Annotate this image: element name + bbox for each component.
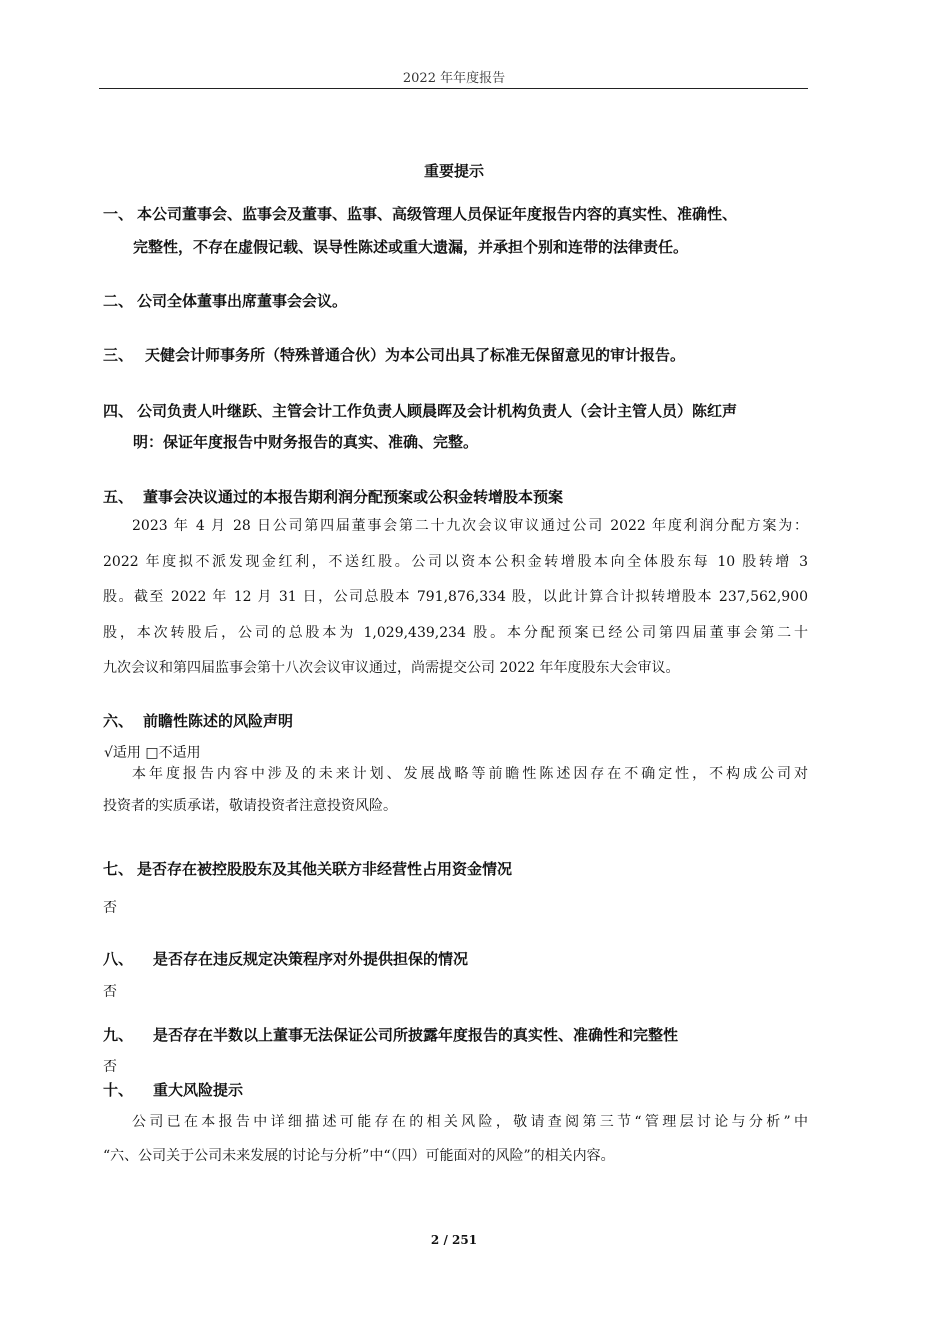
profit-distribution-paragraph bbox=[103, 509, 808, 687]
item-number: 十、 bbox=[103, 1081, 134, 1099]
notice-item-4-cont: 明：保证年度报告中财务报告的真实、准确、完整。 bbox=[133, 433, 479, 451]
item-9-answer: 否 bbox=[103, 1059, 117, 1075]
paragraph-line: 2022 年度拟不派发现金红利，不送红股。公司以资本公积金转增股本向全体股东每 10 股转增 3 bbox=[103, 553, 808, 570]
notice-item-5 bbox=[103, 482, 813, 512]
item-heading: 是否存在被控股股东及其他关联方非经营性占用资金情况 bbox=[137, 860, 513, 878]
item-text: 本公司董事会、监事会及董事、监事、高级管理人员保证年度报告内容的真实性、准确性、 bbox=[137, 205, 738, 223]
item-number: 九、 bbox=[103, 1026, 134, 1044]
item-number: 一、 bbox=[103, 205, 134, 223]
item-number: 二、 bbox=[103, 292, 134, 310]
paragraph-line: 本年度报告内容中涉及的未来计划、发展战略等前瞻性陈述因存在不确定性，不构成公司对 bbox=[132, 766, 808, 782]
paragraph-line: 2023 年 4 月 28 日公司第四届董事会第二十九次会议审议通过公司 2022 年度利润分配方案为： bbox=[132, 518, 808, 534]
item-heading: 前瞻性陈述的风险声明 bbox=[143, 712, 294, 730]
paragraph-line: 九次会议和第四届监事会第十八次会议审议通过，尚需提交公司 2022 年年度股东大会审议。 bbox=[103, 660, 680, 676]
item-number: 八、 bbox=[103, 950, 134, 968]
item-text: 公司全体董事出席董事会会议。 bbox=[137, 292, 348, 310]
item-heading: 董事会决议通过的本报告期利润分配预案或公积金转增股本预案 bbox=[143, 488, 564, 506]
paragraph-line: 公司已在本报告中详细描述可能存在的相关风险，敬请查阅第三节“管理层讨论与分析”中 bbox=[132, 1114, 808, 1130]
item-7-answer: 否 bbox=[103, 900, 117, 916]
item-heading: 是否存在半数以上董事无法保证公司所披露年度报告的真实性、准确性和完整性 bbox=[153, 1026, 679, 1044]
item-heading: 是否存在违反规定决策程序对外提供担保的情况 bbox=[153, 950, 469, 968]
item-8-answer: 否 bbox=[103, 984, 117, 1000]
notice-item-4 bbox=[103, 396, 813, 426]
paragraph-line: “六、公司关于公司未来发展的讨论与分析”中“（四）可能面对的风险”的相关内容。 bbox=[103, 1148, 615, 1164]
item-number: 四、 bbox=[103, 402, 134, 420]
item-number: 七、 bbox=[103, 860, 134, 878]
applicability-options: √适用 □不适用 bbox=[104, 745, 201, 761]
notice-item-8 bbox=[103, 944, 813, 974]
notice-item-9 bbox=[103, 1020, 813, 1050]
item-text: 天健会计师事务所（特殊普通合伙）为本公司出具了标准无保留意见的审计报告。 bbox=[145, 346, 686, 364]
item-heading: 重大风险提示 bbox=[153, 1081, 244, 1099]
page-number: 2 / 251 bbox=[430, 1233, 478, 1247]
paragraph-line: 投资者的实质承诺，敬请投资者注意投资风险。 bbox=[103, 798, 397, 814]
notice-item-1 bbox=[103, 199, 813, 229]
paragraph-line: 股，本次转股后，公司的总股本为 1,029,439,234 股。本分配预案已经公司第四届董事会第二十 bbox=[103, 624, 808, 641]
notice-item-1-cont: 完整性，不存在虚假记载、误导性陈述或重大遗漏，并承担个别和连带的法律责任。 bbox=[133, 238, 689, 256]
item-text: 公司负责人叶继跃、主管会计工作负责人顾晨晖及会计机构负责人（会计主管人员）陈红声 bbox=[137, 402, 738, 420]
item-number: 五、 bbox=[103, 488, 134, 506]
item-number: 三、 bbox=[103, 346, 134, 364]
page-title: 重要提示 bbox=[423, 162, 484, 180]
notice-item-7 bbox=[103, 854, 813, 884]
notice-item-2 bbox=[103, 286, 813, 316]
paragraph-line: 股。截至 2022 年 12 月 31 日，公司总股本 791,876,334 股，以此计算合计拟转增股本 237,562,900 bbox=[103, 589, 808, 605]
header-divider bbox=[99, 88, 808, 89]
notice-item-3 bbox=[103, 340, 813, 370]
notice-item-6 bbox=[103, 706, 813, 736]
item-number: 六、 bbox=[103, 712, 134, 730]
notice-item-10 bbox=[103, 1075, 813, 1105]
running-header: 2022 年年度报告 bbox=[402, 71, 506, 86]
forward-looking-paragraph bbox=[103, 758, 808, 822]
major-risk-paragraph bbox=[103, 1105, 808, 1173]
